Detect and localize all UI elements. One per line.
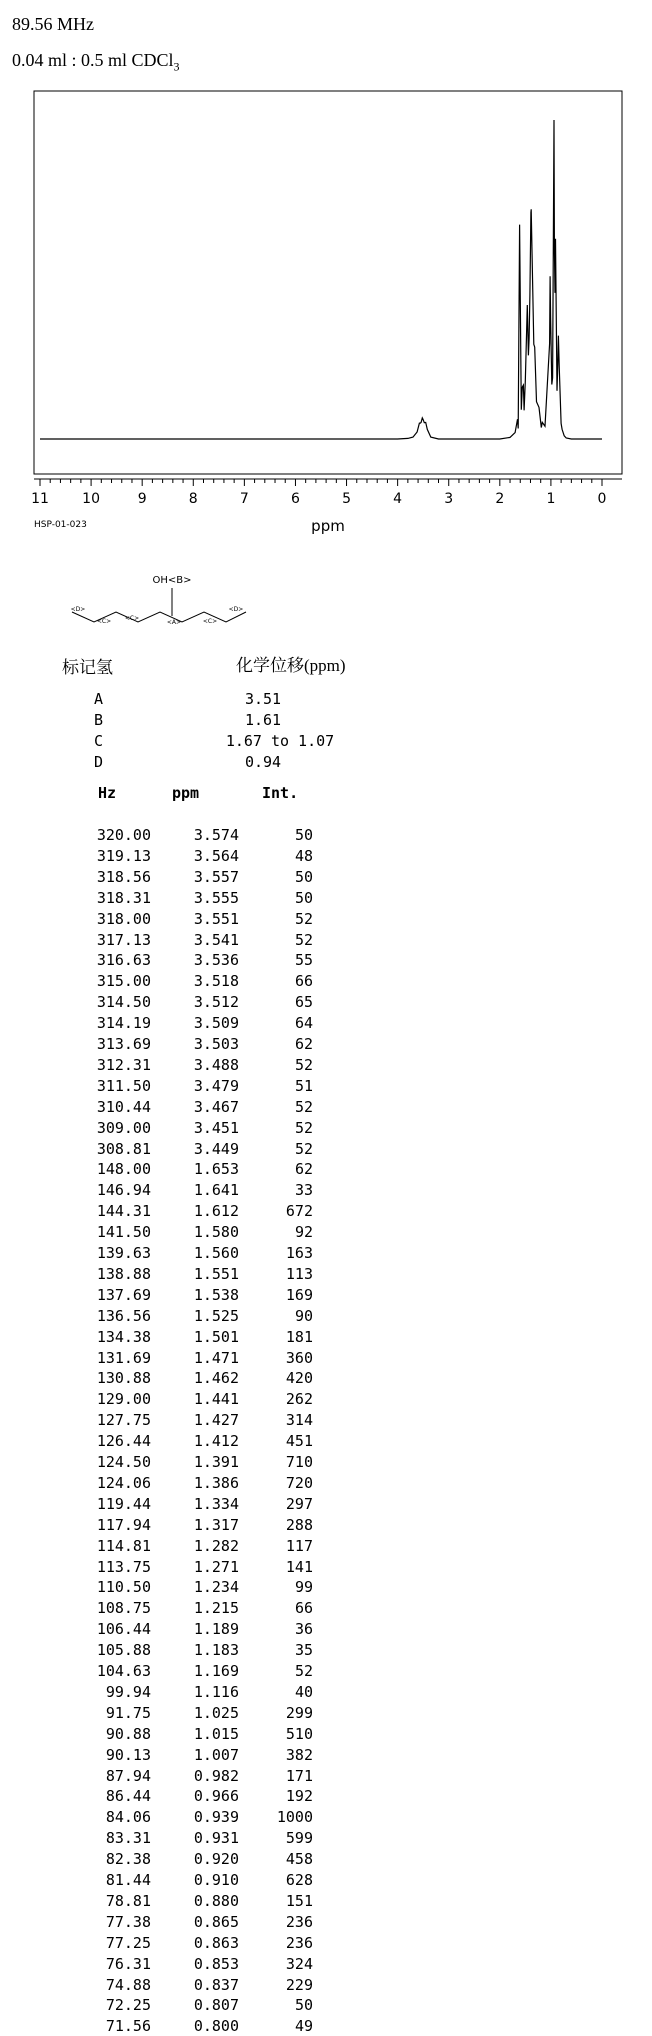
cell-int: 229 <box>285 1975 313 1994</box>
table-row <box>0 1933 320 1953</box>
cell-int: 99 <box>294 1578 313 1597</box>
cell-ppm: 0.837 <box>193 1975 239 1994</box>
cell-int: 451 <box>285 1432 313 1451</box>
table-row <box>0 930 320 950</box>
table-row <box>0 1494 320 1514</box>
cell-hz: 84.06 <box>105 1808 151 1827</box>
cell-ppm: 1.653 <box>193 1160 239 1179</box>
cell-ppm: 1.391 <box>193 1453 239 1471</box>
cell-int: 710 <box>285 1453 313 1471</box>
cell-ppm: 1.412 <box>193 1432 239 1451</box>
cell-int: 288 <box>285 1515 313 1534</box>
cell-ppm: 3.551 <box>193 909 239 928</box>
assignment-header-shift: 化学位移(ppm) <box>236 656 346 675</box>
table-row <box>0 1055 320 1075</box>
cell-hz: 318.56 <box>96 867 151 886</box>
x-tick-label: 10 <box>82 491 101 507</box>
x-axis-label: ppm <box>311 517 345 535</box>
table-row <box>0 1264 320 1284</box>
nmr-spectrum-chart <box>0 0 652 540</box>
cell-ppm: 1.234 <box>193 1578 239 1597</box>
atom-label-d-left: <D> <box>70 606 86 613</box>
cell-hz: 87.94 <box>105 1766 151 1785</box>
cell-ppm: 0.863 <box>193 1933 239 1952</box>
atom-label-d-right: <D> <box>228 606 244 613</box>
cell-hz: 104.63 <box>96 1662 151 1680</box>
table-row <box>0 888 320 908</box>
x-tick-label: 0 <box>597 491 607 507</box>
table-row <box>0 1118 320 1138</box>
cell-hz: 310.44 <box>96 1097 151 1116</box>
cell-hz: 108.75 <box>96 1599 151 1618</box>
cell-ppm: 1.551 <box>193 1264 239 1283</box>
cell-ppm: 1.189 <box>193 1620 239 1639</box>
molecule-structure <box>60 568 250 640</box>
cell-hz: 316.63 <box>96 951 151 970</box>
cell-int: 52 <box>294 1055 313 1074</box>
table-row <box>0 1515 320 1535</box>
assignment-shift-b: 1.61 <box>244 711 282 729</box>
cell-ppm: 1.317 <box>193 1515 239 1534</box>
cell-ppm: 3.488 <box>193 1055 239 1074</box>
cell-ppm: 1.025 <box>193 1703 239 1722</box>
cell-int: 52 <box>294 909 313 928</box>
cell-hz: 105.88 <box>96 1641 151 1660</box>
table-row <box>0 1619 320 1639</box>
cell-int: 262 <box>285 1390 313 1409</box>
table-row <box>0 1640 320 1660</box>
cell-int: 62 <box>294 1160 313 1179</box>
cell-hz: 124.50 <box>96 1453 151 1471</box>
cell-ppm: 3.557 <box>193 867 239 886</box>
cell-int: 151 <box>285 1891 313 1910</box>
table-row <box>0 1870 320 1890</box>
column-header-hz: Hz <box>98 784 117 802</box>
cell-ppm: 0.807 <box>193 1996 239 2015</box>
cell-hz: 86.44 <box>105 1787 151 1806</box>
assignment-shift-d: 0.94 <box>244 753 282 771</box>
cell-hz: 314.19 <box>96 1014 151 1033</box>
table-row <box>0 1703 320 1723</box>
cell-hz: 126.44 <box>96 1432 151 1451</box>
cell-hz: 146.94 <box>96 1181 151 1200</box>
table-row <box>0 1431 320 1451</box>
cell-ppm: 3.503 <box>193 1035 239 1053</box>
cell-hz: 114.81 <box>96 1536 151 1555</box>
cell-int: 51 <box>294 1076 313 1095</box>
sample-code: HSP-01-023 <box>34 520 87 530</box>
cell-int: 324 <box>285 1954 313 1973</box>
cell-ppm: 1.271 <box>193 1557 239 1576</box>
cell-ppm: 1.501 <box>193 1327 239 1346</box>
cell-ppm: 3.518 <box>193 972 239 991</box>
table-row <box>0 2016 320 2036</box>
table-row <box>0 1557 320 1577</box>
cell-ppm: 0.939 <box>193 1808 239 1827</box>
cell-ppm: 1.386 <box>193 1473 239 1492</box>
cell-hz: 119.44 <box>96 1494 151 1513</box>
assignment-label-d: D <box>94 753 104 771</box>
x-tick-label: 3 <box>444 491 454 507</box>
cell-ppm: 3.574 <box>193 826 239 844</box>
table-row <box>0 1368 320 1388</box>
cell-int: 49 <box>294 2017 313 2036</box>
spectrum-trace <box>40 120 602 439</box>
cell-int: 181 <box>285 1327 313 1346</box>
cell-int: 52 <box>294 1118 313 1137</box>
table-row <box>0 1577 320 1597</box>
cell-int: 50 <box>294 888 313 907</box>
x-tick-label: 6 <box>290 491 300 507</box>
cell-ppm: 3.449 <box>193 1139 239 1158</box>
cell-int: 141 <box>285 1557 313 1576</box>
cell-hz: 77.25 <box>105 1933 151 1952</box>
cell-ppm: 0.931 <box>193 1829 239 1848</box>
assignment-label-c: C <box>94 732 104 750</box>
table-row <box>0 1410 320 1430</box>
cell-int: 92 <box>294 1223 313 1242</box>
cell-ppm: 1.427 <box>193 1411 239 1430</box>
cell-hz: 127.75 <box>96 1411 151 1430</box>
cell-int: 458 <box>285 1850 313 1869</box>
cell-ppm: 3.479 <box>193 1076 239 1095</box>
cell-hz: 129.00 <box>96 1390 151 1409</box>
cell-int: 40 <box>294 1682 313 1701</box>
table-row <box>0 1766 320 1786</box>
cell-ppm: 1.641 <box>193 1181 239 1200</box>
table-row <box>0 1159 320 1179</box>
cell-int: 65 <box>294 993 313 1012</box>
cell-int: 382 <box>285 1745 313 1764</box>
table-row <box>0 1849 320 1869</box>
table-row <box>0 1452 320 1472</box>
cell-int: 299 <box>285 1703 313 1722</box>
table-row <box>0 1285 320 1305</box>
cell-hz: 317.13 <box>96 930 151 949</box>
cell-int: 236 <box>285 1933 313 1952</box>
table-row <box>0 1536 320 1556</box>
cell-int: 50 <box>294 826 313 844</box>
cell-hz: 313.69 <box>96 1035 151 1053</box>
cell-int: 171 <box>285 1766 313 1785</box>
table-row <box>0 1201 320 1221</box>
cell-hz: 78.81 <box>105 1891 151 1910</box>
table-row <box>0 825 320 845</box>
cell-hz: 74.88 <box>105 1975 151 1994</box>
cell-int: 314 <box>285 1411 313 1430</box>
table-row <box>0 1807 320 1827</box>
assignment-label-b: B <box>94 711 104 729</box>
table-row <box>0 1891 320 1911</box>
solvent-subscript: 3 <box>173 59 180 74</box>
table-row <box>0 1013 320 1033</box>
x-tick-label: 2 <box>495 491 505 507</box>
cell-int: 672 <box>285 1202 313 1221</box>
x-axis-ticks <box>40 479 602 486</box>
cell-hz: 314.50 <box>96 993 151 1012</box>
cell-hz: 308.81 <box>96 1139 151 1158</box>
x-tick-label: 8 <box>188 491 198 507</box>
table-row <box>0 1954 320 1974</box>
atom-label-c-3: <C> <box>202 618 218 625</box>
cell-ppm: 3.509 <box>193 1014 239 1033</box>
cell-int: 90 <box>294 1306 313 1325</box>
cell-int: 192 <box>285 1787 313 1806</box>
table-row <box>0 1598 320 1618</box>
x-tick-label: 5 <box>342 491 352 507</box>
x-tick-label: 11 <box>31 491 49 507</box>
cell-ppm: 0.910 <box>193 1871 239 1889</box>
table-row <box>0 1724 320 1744</box>
cell-hz: 124.06 <box>96 1473 151 1492</box>
cell-ppm: 3.451 <box>193 1118 239 1137</box>
cell-int: 35 <box>294 1641 313 1660</box>
cell-int: 36 <box>294 1620 313 1639</box>
cell-hz: 318.31 <box>96 888 151 907</box>
table-row <box>0 1139 320 1159</box>
cell-ppm: 1.169 <box>193 1662 239 1680</box>
table-row <box>0 1786 320 1806</box>
cell-hz: 148.00 <box>96 1160 151 1179</box>
table-row <box>0 1076 320 1096</box>
table-row <box>0 1661 320 1681</box>
cell-int: 62 <box>294 1035 313 1053</box>
cell-ppm: 1.015 <box>193 1724 239 1743</box>
cell-int: 1000 <box>276 1808 313 1827</box>
cell-hz: 141.50 <box>96 1223 151 1242</box>
table-row <box>0 1222 320 1242</box>
cell-ppm: 1.462 <box>193 1369 239 1388</box>
table-row <box>0 971 320 991</box>
cell-int: 52 <box>294 1662 313 1680</box>
x-tick-label: 1 <box>546 491 556 507</box>
cell-hz: 91.75 <box>105 1703 151 1722</box>
cell-int: 52 <box>294 930 313 949</box>
cell-ppm: 0.920 <box>193 1850 239 1869</box>
cell-int: 113 <box>285 1264 313 1283</box>
x-axis-tick-labels <box>31 491 606 507</box>
cell-ppm: 1.538 <box>193 1285 239 1304</box>
cell-int: 169 <box>285 1285 313 1304</box>
cell-hz: 71.56 <box>105 2017 151 2036</box>
cell-ppm: 3.564 <box>193 846 239 865</box>
table-row <box>0 1975 320 1995</box>
cell-hz: 318.00 <box>96 909 151 928</box>
cell-hz: 106.44 <box>96 1620 151 1639</box>
cell-int: 720 <box>285 1473 313 1492</box>
table-row <box>0 1180 320 1200</box>
cell-int: 50 <box>294 1996 313 2015</box>
cell-hz: 77.38 <box>105 1912 151 1931</box>
cell-int: 163 <box>285 1244 313 1262</box>
assignment-shift-a: 3.51 <box>244 690 282 708</box>
table-row <box>0 1828 320 1848</box>
cell-ppm: 1.471 <box>193 1348 239 1367</box>
table-row <box>0 1097 320 1117</box>
cell-int: 55 <box>294 951 313 970</box>
cell-hz: 131.69 <box>96 1348 151 1367</box>
cell-ppm: 3.555 <box>193 888 239 907</box>
atom-label-c-1: <C> <box>96 618 112 625</box>
solvent-ratio-text: 0.04 ml : 0.5 ml CDCl <box>12 50 174 70</box>
cell-hz: 81.44 <box>105 1871 151 1889</box>
table-row <box>0 909 320 929</box>
table-row <box>0 992 320 1012</box>
cell-hz: 320.00 <box>96 826 151 844</box>
cell-hz: 319.13 <box>96 846 151 865</box>
cell-ppm: 1.525 <box>193 1306 239 1325</box>
cell-int: 48 <box>294 846 313 865</box>
x-tick-label: 9 <box>137 491 147 507</box>
cell-ppm: 1.441 <box>193 1390 239 1409</box>
x-tick-label: 4 <box>393 491 403 507</box>
cell-hz: 144.31 <box>96 1202 151 1221</box>
table-row <box>0 1745 320 1765</box>
cell-ppm: 3.467 <box>193 1097 239 1116</box>
plot-frame <box>34 91 622 474</box>
cell-int: 360 <box>285 1348 313 1367</box>
assignment-shift-c: 1.67 to 1.07 <box>225 732 335 750</box>
cell-ppm: 3.541 <box>193 930 239 949</box>
cell-int: 599 <box>285 1829 313 1848</box>
table-row <box>0 1389 320 1409</box>
table-row <box>0 846 320 866</box>
table-row <box>0 1912 320 1932</box>
cell-hz: 315.00 <box>96 972 151 991</box>
cell-int: 64 <box>294 1014 313 1033</box>
cell-hz: 311.50 <box>96 1076 151 1095</box>
cell-int: 52 <box>294 1139 313 1158</box>
cell-hz: 136.56 <box>96 1306 151 1325</box>
cell-hz: 83.31 <box>105 1829 151 1848</box>
spectrometer-frequency: 89.56 MHz <box>12 14 94 34</box>
cell-hz: 139.63 <box>96 1244 151 1262</box>
column-header-ppm: ppm <box>172 784 200 802</box>
table-row <box>0 1034 320 1054</box>
cell-hz: 312.31 <box>96 1055 151 1074</box>
cell-ppm: 1.007 <box>193 1745 239 1764</box>
cell-ppm: 1.580 <box>193 1223 239 1242</box>
cell-ppm: 1.612 <box>193 1202 239 1221</box>
atom-label-a: <A> <box>166 619 182 626</box>
cell-int: 66 <box>294 1599 313 1618</box>
cell-ppm: 1.215 <box>193 1599 239 1618</box>
cell-hz: 138.88 <box>96 1264 151 1283</box>
oh-label: OH<B> <box>152 575 192 586</box>
cell-hz: 130.88 <box>96 1369 151 1388</box>
cell-ppm: 3.512 <box>193 993 239 1012</box>
cell-hz: 117.94 <box>96 1515 151 1534</box>
cell-ppm: 1.560 <box>193 1244 239 1262</box>
table-row <box>0 867 320 887</box>
table-row <box>0 1243 320 1263</box>
cell-ppm: 3.536 <box>193 951 239 970</box>
cell-ppm: 1.183 <box>193 1641 239 1660</box>
cell-int: 420 <box>285 1369 313 1388</box>
cell-int: 236 <box>285 1912 313 1931</box>
cell-ppm: 0.966 <box>193 1787 239 1806</box>
cell-int: 510 <box>285 1724 313 1743</box>
cell-int: 117 <box>285 1536 313 1555</box>
cell-hz: 76.31 <box>105 1954 151 1973</box>
cell-ppm: 0.853 <box>193 1954 239 1973</box>
cell-ppm: 0.800 <box>193 2017 239 2036</box>
cell-ppm: 0.982 <box>193 1766 239 1785</box>
table-row <box>0 1473 320 1493</box>
cell-int: 52 <box>294 1097 313 1116</box>
cell-hz: 82.38 <box>105 1850 151 1869</box>
cell-hz: 72.25 <box>105 1996 151 2015</box>
cell-int: 66 <box>294 972 313 991</box>
table-row <box>0 1327 320 1347</box>
assignment-header-label: 标记氢 <box>62 658 113 677</box>
cell-hz: 90.13 <box>105 1745 151 1764</box>
cell-hz: 110.50 <box>96 1578 151 1597</box>
assignment-label-a: A <box>94 690 104 708</box>
cell-int: 628 <box>285 1871 313 1889</box>
table-row <box>0 1348 320 1368</box>
cell-ppm: 1.116 <box>193 1682 239 1701</box>
table-row <box>0 950 320 970</box>
x-tick-label: 7 <box>239 491 249 507</box>
cell-int: 50 <box>294 867 313 886</box>
cell-hz: 113.75 <box>96 1557 151 1576</box>
cell-int: 297 <box>285 1494 313 1513</box>
cell-int: 33 <box>294 1181 313 1200</box>
cell-ppm: 0.865 <box>193 1912 239 1931</box>
cell-hz: 137.69 <box>96 1285 151 1304</box>
cell-hz: 99.94 <box>105 1682 151 1701</box>
atom-label-c-2: <C> <box>124 615 140 622</box>
cell-ppm: 0.880 <box>193 1891 239 1910</box>
cell-ppm: 1.334 <box>193 1494 239 1513</box>
column-header-int: Int. <box>262 784 299 802</box>
cell-hz: 309.00 <box>96 1118 151 1137</box>
table-row <box>0 1995 320 2015</box>
cell-hz: 90.88 <box>105 1724 151 1743</box>
cell-ppm: 1.282 <box>193 1536 239 1555</box>
table-row <box>0 1682 320 1702</box>
cell-hz: 134.38 <box>96 1327 151 1346</box>
table-row <box>0 1306 320 1326</box>
